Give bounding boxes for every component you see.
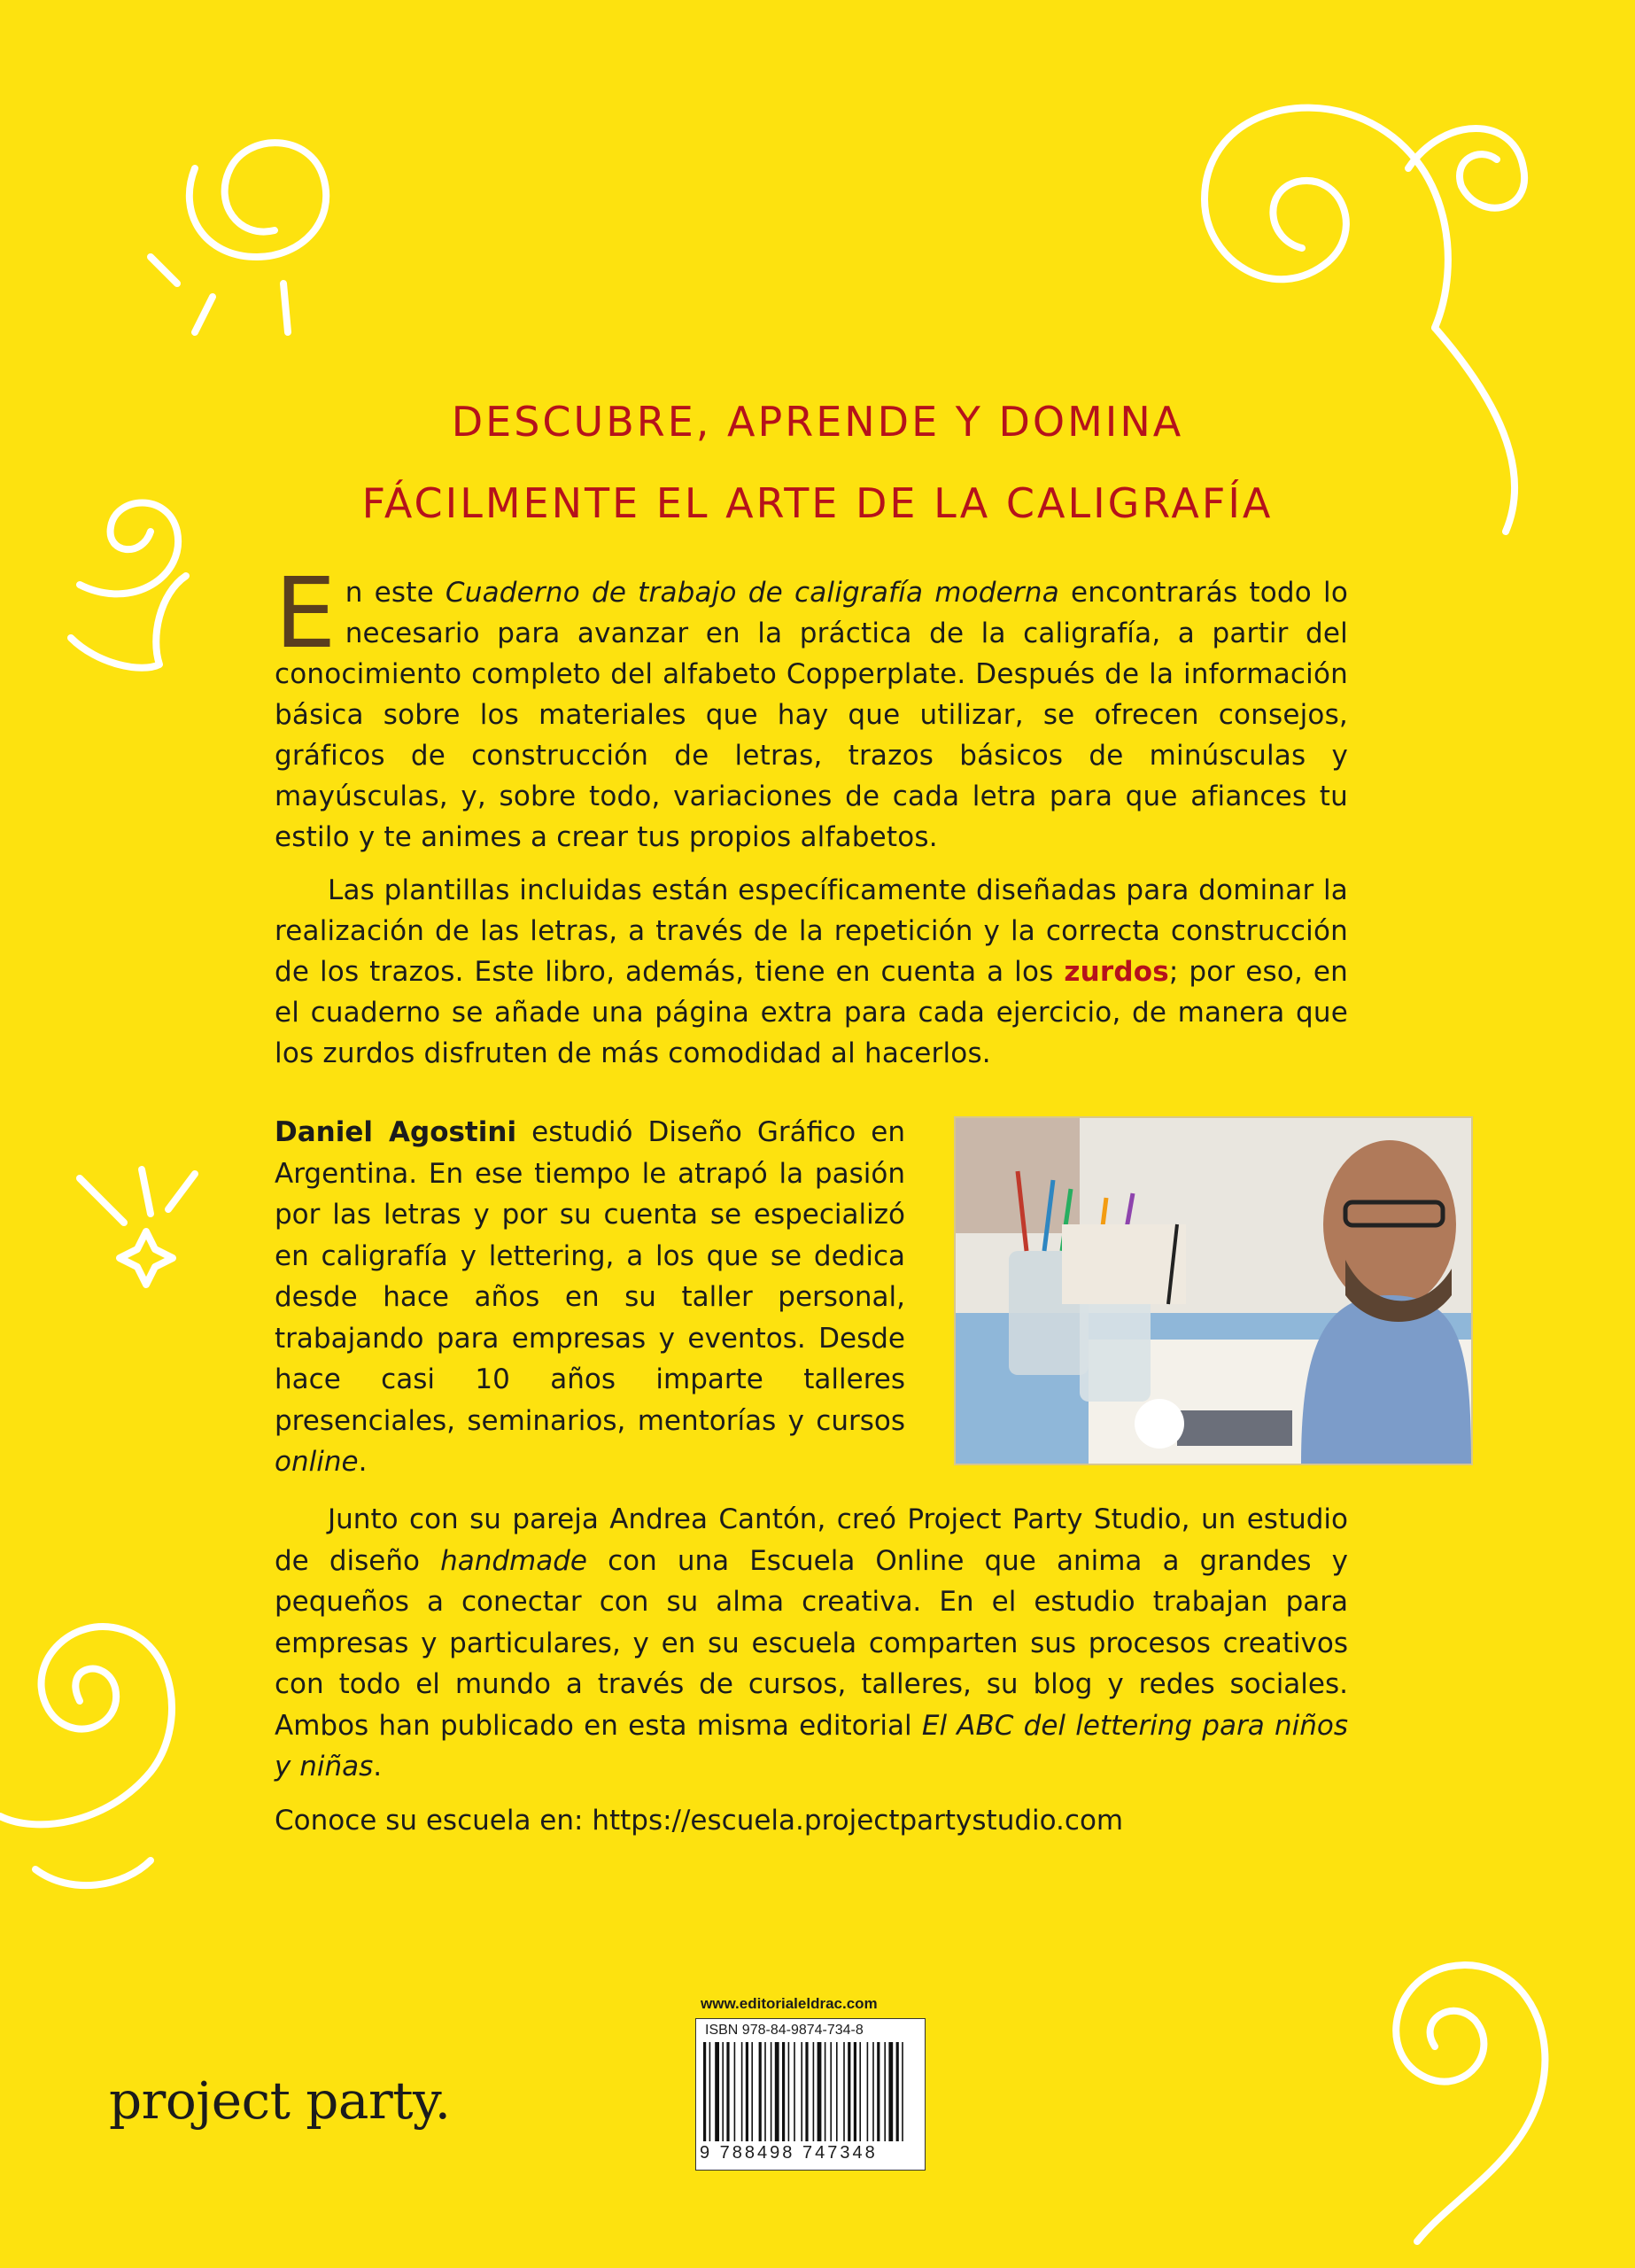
publisher-website[interactable]: www.editorialeldrac.com [701,1995,878,2012]
sparkle-doodle-icon [44,1125,221,1302]
headline-line-1: DESCUBRE, APRENDE Y DOMINA [451,398,1184,446]
school-url[interactable]: Conoce su escuela en: https://escuela.projectpartystudio.com [275,1805,1124,1837]
isbn-text: ISBN 978-84-9874-734-8 [705,2023,864,2038]
barcode-digits: 9 788498 747348 [700,2143,878,2163]
author-bio [275,1112,905,1483]
studio-paragraph: Junto con su pareja Andrea Cantón, creó Project Party Studio, un estudio de diseño handmade con una Escuela Online que anima a grandes y pequeños a conectar con su alma creativa. En el estudio trabajan para empresas y particulares, y en su escuela comparten sus procesos creativos con todo el mundo a través de cursos, talleres, su blog y redes sociales. Ambos han publicado en esta misma editorial El ABC del lettering para niños y niñas. [275,1503,1348,1783]
barcode-block [695,1995,927,2172]
author-photo [954,1116,1473,1465]
drop-cap: E [275,556,337,670]
headline [0,381,1635,544]
book-title: Cuaderno de trabajo de caligrafía moderna [445,577,1059,609]
studio-bio [275,1499,1348,1788]
barcode-bars [703,2042,918,2141]
sun-doodle-icon [133,115,381,354]
spiral-bottom-right-icon [1267,1887,1635,2268]
barcode-label [695,2018,926,2171]
intro-text [275,556,1348,1074]
author-paragraph: Daniel Agostini estudió Diseño Gráfico en Argentina. En ese tiempo le atrapó la pasión por las letras y por su cuenta se especializó en caligrafía y lettering, a los que se dedica desde hace años en su taller personal, trabajando para empresas y eventos. Desde hace casi 10 años imparte talleres presenciales, seminarios, mentorías y cursos online. [275,1116,905,1478]
project-party-logo: project party. [109,2070,451,2131]
intro-paragraph-2: Las plantillas incluidas están específicamente diseñadas para dominar la realización de las letras, a través de la repetición y la correcta construcción de los trazos. Este libro, además, tiene en cuenta a los zurdos; por eso, en el cuaderno se añade una página extra para cada ejercicio, de manera que los zurdos disfruten de más comodidad al hacerlos. [275,874,1348,1069]
spiral-bottom-left-icon [0,1559,204,1931]
zurdos-highlight: zurdos [1064,956,1169,988]
headline-line-2: FÁCILMENTE EL ARTE DE LA CALIGRAFÍA [361,479,1274,527]
author-name: Daniel Agostini [275,1116,517,1148]
related-book-title: El ABC del lettering para niños y niñas [275,1709,1348,1783]
intro-paragraph-1: En este Cuaderno de trabajo de caligrafía moderna encontrarás todo lo necesario para avanzar en la práctica de la caligrafía, a partir del conocimiento completo del alfabeto Copperplate. Después de la información básica sobre los materiales que hay que utilizar, se ofrecen consejos, gráficos de construcción de letras, trazos básicos de minúsculas y mayúsculas, y, sobre todo, variaciones de cada letra para que afiances tu estilo y te animes a crear tus propios alfabetos. [275,556,1348,853]
